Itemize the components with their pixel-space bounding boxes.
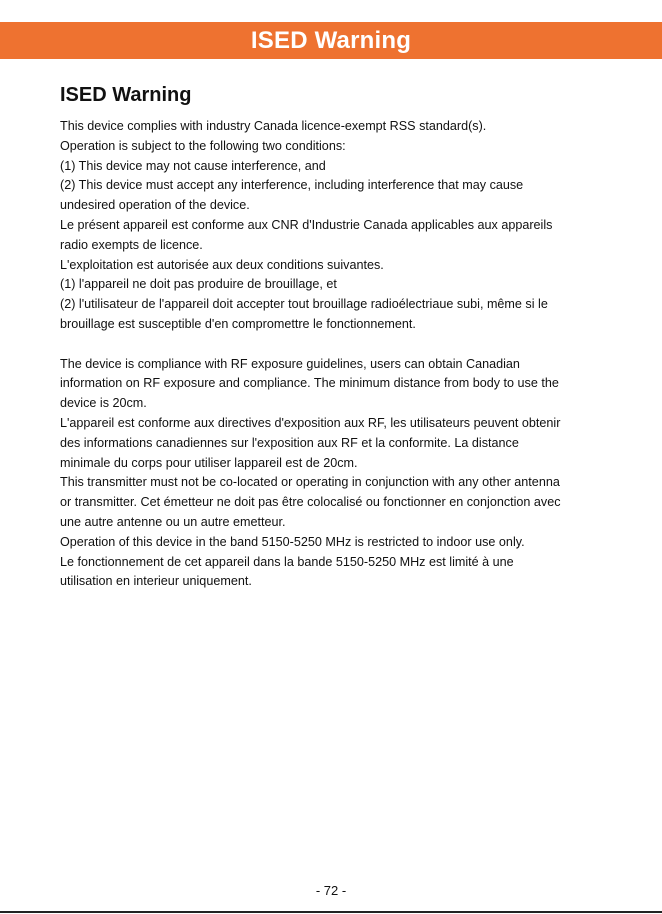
paragraph-spacer — [60, 335, 600, 355]
text-line: This transmitter must not be co-located or operating in conjunction with any other antenna — [60, 475, 560, 490]
document-body — [60, 82, 600, 592]
text-line: des informations canadiennes sur l'exposition aux RF et la conformite. La distance — [60, 435, 519, 450]
text-line: The device is compliance with RF exposure guidelines, users can obtain Canadian — [60, 356, 520, 371]
text-line: minimale du corps pour utiliser lappareil est de 20cm. — [60, 455, 358, 470]
page-number: - 72 - — [315, 883, 347, 898]
text-line: This device complies with industry Canada licence-exempt RSS standard(s). — [60, 119, 487, 133]
text-line: radio exempts de licence. — [60, 237, 203, 252]
text-line: Operation is subject to the following two conditions: — [60, 138, 346, 153]
text-line: (1) l'appareil ne doit pas produire de brouillage, et — [60, 277, 337, 292]
text-line: brouillage est susceptible d'en compromettre le fonctionnement. — [60, 316, 416, 331]
text-line: device is 20cm. — [60, 396, 147, 411]
body-text — [60, 117, 600, 592]
text-line: Le fonctionnement de cet appareil dans la bande 5150-5250 MHz est limité à une — [60, 554, 514, 569]
text-line: une autre antenne ou un autre emetteur. — [60, 514, 286, 529]
text-line: (1) This device may not cause interference, and — [60, 158, 326, 173]
header-banner — [0, 22, 662, 59]
text-line: Operation of this device in the band 5150-5250 MHz is restricted to indoor use only. — [60, 534, 525, 549]
text-line: Le présent appareil est conforme aux CNR d'Industrie Canada applicables aux appareils — [60, 217, 553, 232]
text-line: L'appareil est conforme aux directives d'exposition aux RF, les utilisateurs peuvent obtenir — [60, 415, 561, 430]
text-line: information on RF exposure and compliance. The minimum distance from body to use the — [60, 376, 559, 391]
banner-title: ISED Warning — [250, 26, 412, 54]
text-line: or transmitter. Cet émetteur ne doit pas être colocalisé ou fonctionner en conjonction avec — [60, 495, 561, 510]
text-line: undesired operation of the device. — [60, 198, 250, 213]
text-line: (2) l'utilisateur de l'appareil doit accepter tout brouillage radioélectriaue subi, même si le — [60, 297, 548, 312]
text-line: L'exploitation est autorisée aux deux conditions suivantes. — [60, 257, 384, 272]
text-line: utilisation en interieur uniquement. — [60, 574, 252, 589]
text-line: (2) This device must accept any interference, including interference that may cause — [60, 178, 524, 193]
bottom-divider — [0, 911, 662, 913]
section-heading: ISED Warning — [60, 84, 192, 106]
